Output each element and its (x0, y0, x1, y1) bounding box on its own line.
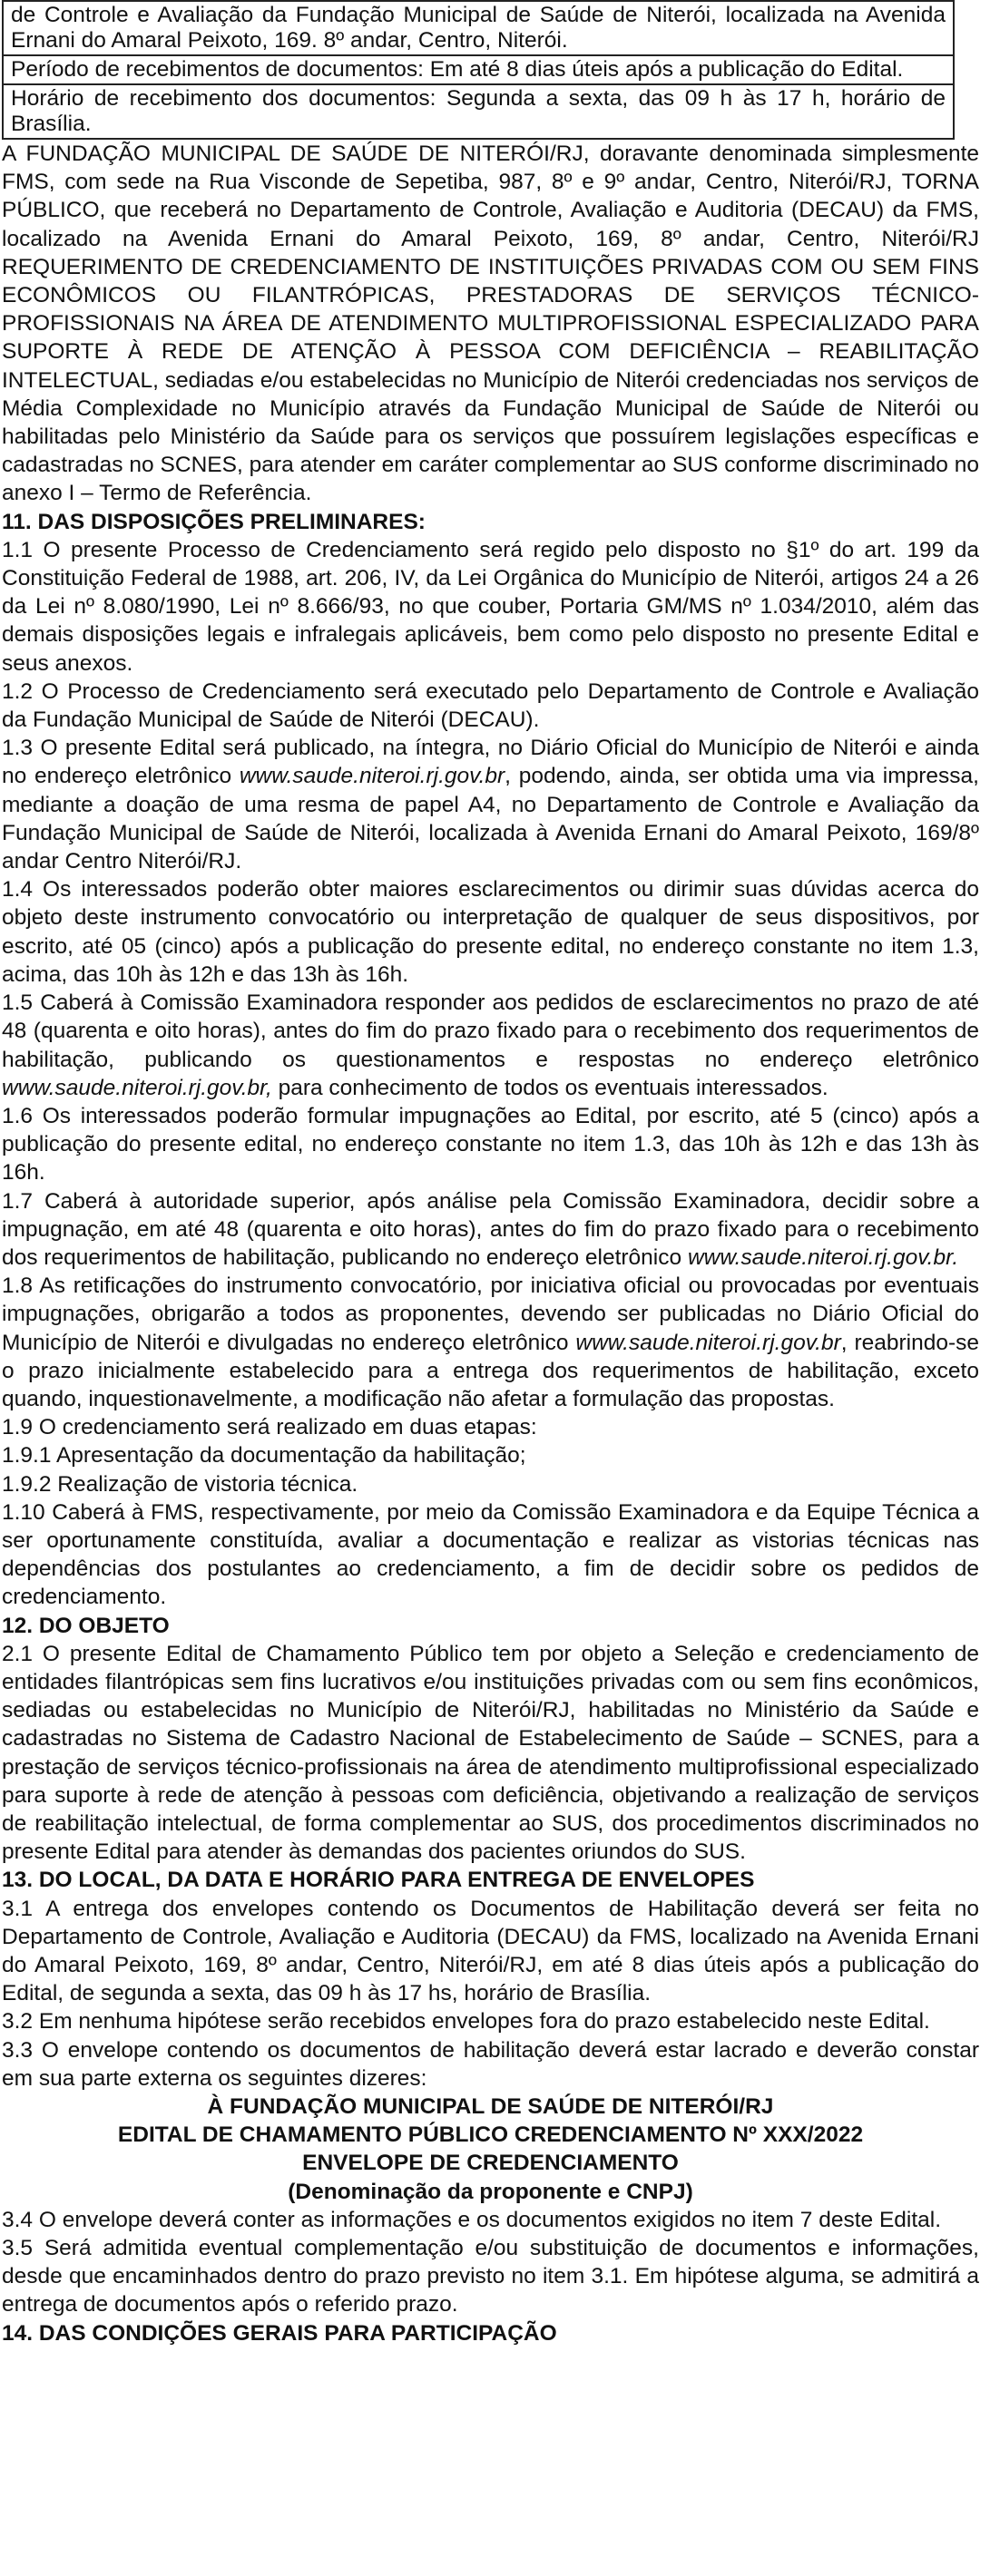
section-11-heading: 11. DAS DISPOSIÇÕES PRELIMINARES: (2, 509, 426, 534)
paragraph-1-8-text-b: , reabrindo-se o prazo inicialmente estabelecido para a entrega dos requerimentos de habilitação, exceto quando, inquestionavelmente, a modificação não afetar a formulação das propostas. (2, 1330, 979, 1411)
info-table-row: de Controle e Avaliação da Fundação Municipal de Saúde de Niterói, localizada na Avenida Ernani do Amaral Peixoto, 169. 8º andar, Centro, Niterói. (3, 1, 954, 55)
paragraph-1-5-text-a: 1.5 Caberá à Comissão Examinadora responder aos pedidos de esclarecimentos no prazo de até 48 (quarenta e oito horas), antes do fim do prazo fixado para o recebimento dos requerimentos de habilitação, publicando os questionamentos e respostas no endereço eletrônico (2, 990, 979, 1072)
paragraph-1-7 (2, 1187, 979, 1273)
paragraph-3-5: 3.5 Será admitida eventual complementação e/ou substituição de documentos e informações, desde que encaminhados dentro do prazo previsto no item 3.1. Em hipótese alguma, se admitirá a entrega de documentos após o referido prazo. (2, 2236, 979, 2317)
envelope-line-3: ENVELOPE DE CREDENCIAMENTO (302, 2151, 679, 2176)
section-13-heading: 13. DO LOCAL, DA DATA E HORÁRIO PARA ENTREGA DE ENVELOPES (2, 1868, 755, 1893)
info-table (2, 0, 955, 140)
paragraph-1-3-text-a: 1.3 O presente Edital será publicado, na íntegra, no Diário Oficial do Município de Niterói e ainda no endereço eletrônico (2, 736, 979, 789)
info-table-row: Período de recebimentos de documentos: Em até 8 dias úteis após a publicação do Edital. (3, 55, 954, 84)
paragraph-1-6: 1.6 Os interessados poderão formular impugnações ao Edital, por escrito, até 5 (cinco) após a publicação do presente edital, no endereço constante no item 1.3, das 10h às 12h e das 13h às 16h. (2, 1103, 979, 1186)
intro-paragraph: A FUNDAÇÃO MUNICIPAL DE SAÚDE DE NITERÓI/RJ, doravante denominada simplesmente FMS, com sede na Rua Visconde de Sepetiba, 987, 8º e 9º andar, Centro, Niterói/RJ, TORNA PÚBLICO, que receberá no Departamento de Controle, Avaliação e Auditoria (DECAU) da FMS, localizado na Avenida Ernani do Amaral Peixoto, 169, 8º andar, Centro, Niterói/RJ REQUERIMENTO DE CREDENCIAMENTO DE INSTITUIÇÕES PRIVADAS COM OU SEM FINS ECONÔMICOS OU FILANTRÓPICAS, PRESTADORAS DE SERVIÇOS TÉCNICO-PROFISSIONAIS NA ÁREA DE ATENDIMENTO MULTIPROFISSIONAL ESPECIALIZADO PARA SUPORTE À REDE DE ATENÇÃO À PESSOA COM DEFICIÊNCIA – REABILITAÇÃO INTELECTUAL, sediadas e/ou estabelecidas no Município de Niterói credenciadas nos serviços de Média Complexidade no Município através da Fundação Municipal de Saúde de Niterói ou habilitadas pelo Ministério da Saúde para os serviços que possuírem legislações específicas e cadastradas no SCNES, para atender em caráter complementar ao SUS conforme discriminado no anexo I – Termo de Referência. (2, 141, 979, 506)
paragraph-2-1: 2.1 O presente Edital de Chamamento Público tem por objeto a Seleção e credenciamento de entidades filantrópicas sem fins lucrativos e/ou instituições privadas com ou sem fins econômicos, sediadas ou estabelecidas no Município de Niterói/RJ, habilitadas no Ministério da Saúde e cadastradas no Sistema de Cadastro Nacional de Estabelecimento de Saúde – SCNES, para a prestação de serviços técnico-profissionais na área de atendimento multiprofissional especializado para suporte à rede de atenção à pessoas com deficiência, objetivando a realização de serviços de reabilitação intelectual, de forma complementar ao SUS, dos procedimentos discriminados no presente Edital para atender às demandas dos pacientes oriundos do SUS. (2, 1641, 979, 1865)
paragraph-1-10: 1.10 Caberá à FMS, respectivamente, por meio da Comissão Examinadora e da Equipe Técnica a ser oportunamente constituída, avaliar a documentação e realizar as vistorias técnicas nas dependências dos postulantes ao credenciamento, a fim de decidir sobre os pedidos de credenciamento. (2, 1499, 979, 1610)
paragraph-1-8 (2, 1272, 979, 1413)
website-link[interactable]: www.saude.niteroi.rj.gov.br (575, 1330, 841, 1355)
envelope-line-4: (Denominação da proponente e CNPJ) (288, 2179, 693, 2204)
website-link[interactable]: www.saude.niteroi.rj.gov.br. (687, 1244, 959, 1270)
paragraph-1-5-text-b: para conhecimento de todos os eventuais interessados. (271, 1075, 828, 1100)
paragraph-3-2: 3.2 Em nenhuma hipótese serão recebidos envelopes fora do prazo estabelecido neste Edital. (2, 2009, 930, 2034)
paragraph-1-3 (2, 734, 979, 875)
paragraph-3-1: 3.1 A entrega dos envelopes contendo os Documentos de Habilitação deverá ser feita no Departamento de Controle, Avaliação e Auditoria (DECAU) da FMS, localizado na Avenida Ernani do Amaral Peixoto, 169, 8º andar, Centro, Niterói/RJ, em até 8 dias úteis após a publicação do Edital, de segunda a sexta, das 09 h às 17 hs, horário de Brasília. (2, 1896, 979, 2006)
website-link[interactable]: www.saude.niteroi.rj.gov.br (239, 764, 505, 789)
section-12-heading: 12. DO OBJETO (2, 1613, 170, 1638)
info-table-row: Horário de recebimento dos documentos: Segunda a sexta, das 09 h às 17 h, horário de Brasília. (3, 84, 954, 139)
paragraph-1-9: 1.9 O credenciamento será realizado em duas etapas: (2, 1415, 537, 1440)
paragraph-1-4: 1.4 Os interessados poderão obter maiores esclarecimentos ou dirimir suas dúvidas acerca do objeto deste instrumento convocatório ou interpretação de qualquer de seus dispositivos, por escrito, até 05 (cinco) após a publicação do presente edital, no endereço constante no item 1.3, acima, das 10h às 12h e das 13h às 16h. (2, 877, 979, 987)
paragraph-1-1: 1.1 O presente Processo de Credenciamento será regido pelo disposto no §1º do art. 199 da Constituição Federal de 1988, art. 206, IV, da Lei Orgânica do Município de Niterói, artigos 24 a 26 da Lei nº 8.080/1990, Lei nº 8.666/93, no que couber, Portaria GM/MS nº 1.034/2010, além das demais disposições legais e infralegais aplicáveis, bem como pelo disposto no presente Edital e seus anexos. (2, 537, 979, 676)
website-link[interactable]: www.saude.niteroi.rj.gov.br, (2, 1075, 272, 1100)
paragraph-3-4: 3.4 O envelope deverá conter as informações e os documentos exigidos no item 7 deste Edital. (2, 2207, 942, 2232)
envelope-line-2: EDITAL DE CHAMAMENTO PÚBLICO CREDENCIAMENTO Nº XXX/2022 (117, 2122, 864, 2148)
document-body (2, 140, 979, 2347)
paragraph-1-5 (2, 989, 979, 1102)
paragraph-3-3: 3.3 O envelope contendo os documentos de habilitação deverá estar lacrado e deverão constar em sua parte externa os seguintes dizeres: (2, 2037, 979, 2091)
paragraph-1-8-text-a: 1.8 As retificações do instrumento convocatório, por iniciativa oficial ou provocadas por eventuais impugnações, obrigarão a todos as proponentes, devendo ser publicadas no Diário Oficial do Município de Niterói e divulgadas no endereço eletrônico (2, 1273, 979, 1355)
envelope-line-1: À FUNDAÇÃO MUNICIPAL DE SAÚDE DE NITERÓI/RJ (207, 2094, 774, 2120)
paragraph-1-9-2: 1.9.2 Realização de vistoria técnica. (2, 1471, 358, 1497)
section-14-heading: 14. DAS CONDIÇÕES GERAIS PARA PARTICIPAÇÃO (2, 2320, 557, 2346)
paragraph-1-7-text-a: 1.7 Caberá à autoridade superior, após análise pela Comissão Examinadora, decidir sobre a impugnação, em até 48 (quarenta e oito horas), antes do fim do prazo fixado para o recebimento dos requerimentos de habilitação, publicando no endereço eletrônico (2, 1188, 979, 1270)
paragraph-1-2: 1.2 O Processo de Credenciamento será executado pelo Departamento de Controle e Avaliação da Fundação Municipal de Saúde de Niterói (DECAU). (2, 678, 979, 733)
paragraph-1-3-text-b: , podendo, ainda, ser obtida uma via impressa, mediante a doação de uma resma de papel A4, no Departamento de Controle e Avaliação da Fundação Municipal de Saúde de Niterói, localizada à Avenida Ernani do Amaral Peixoto, 169/8º andar Centro Niterói/RJ. (2, 764, 979, 874)
paragraph-1-9-1: 1.9.1 Apresentação da documentação da habilitação; (2, 1443, 526, 1469)
